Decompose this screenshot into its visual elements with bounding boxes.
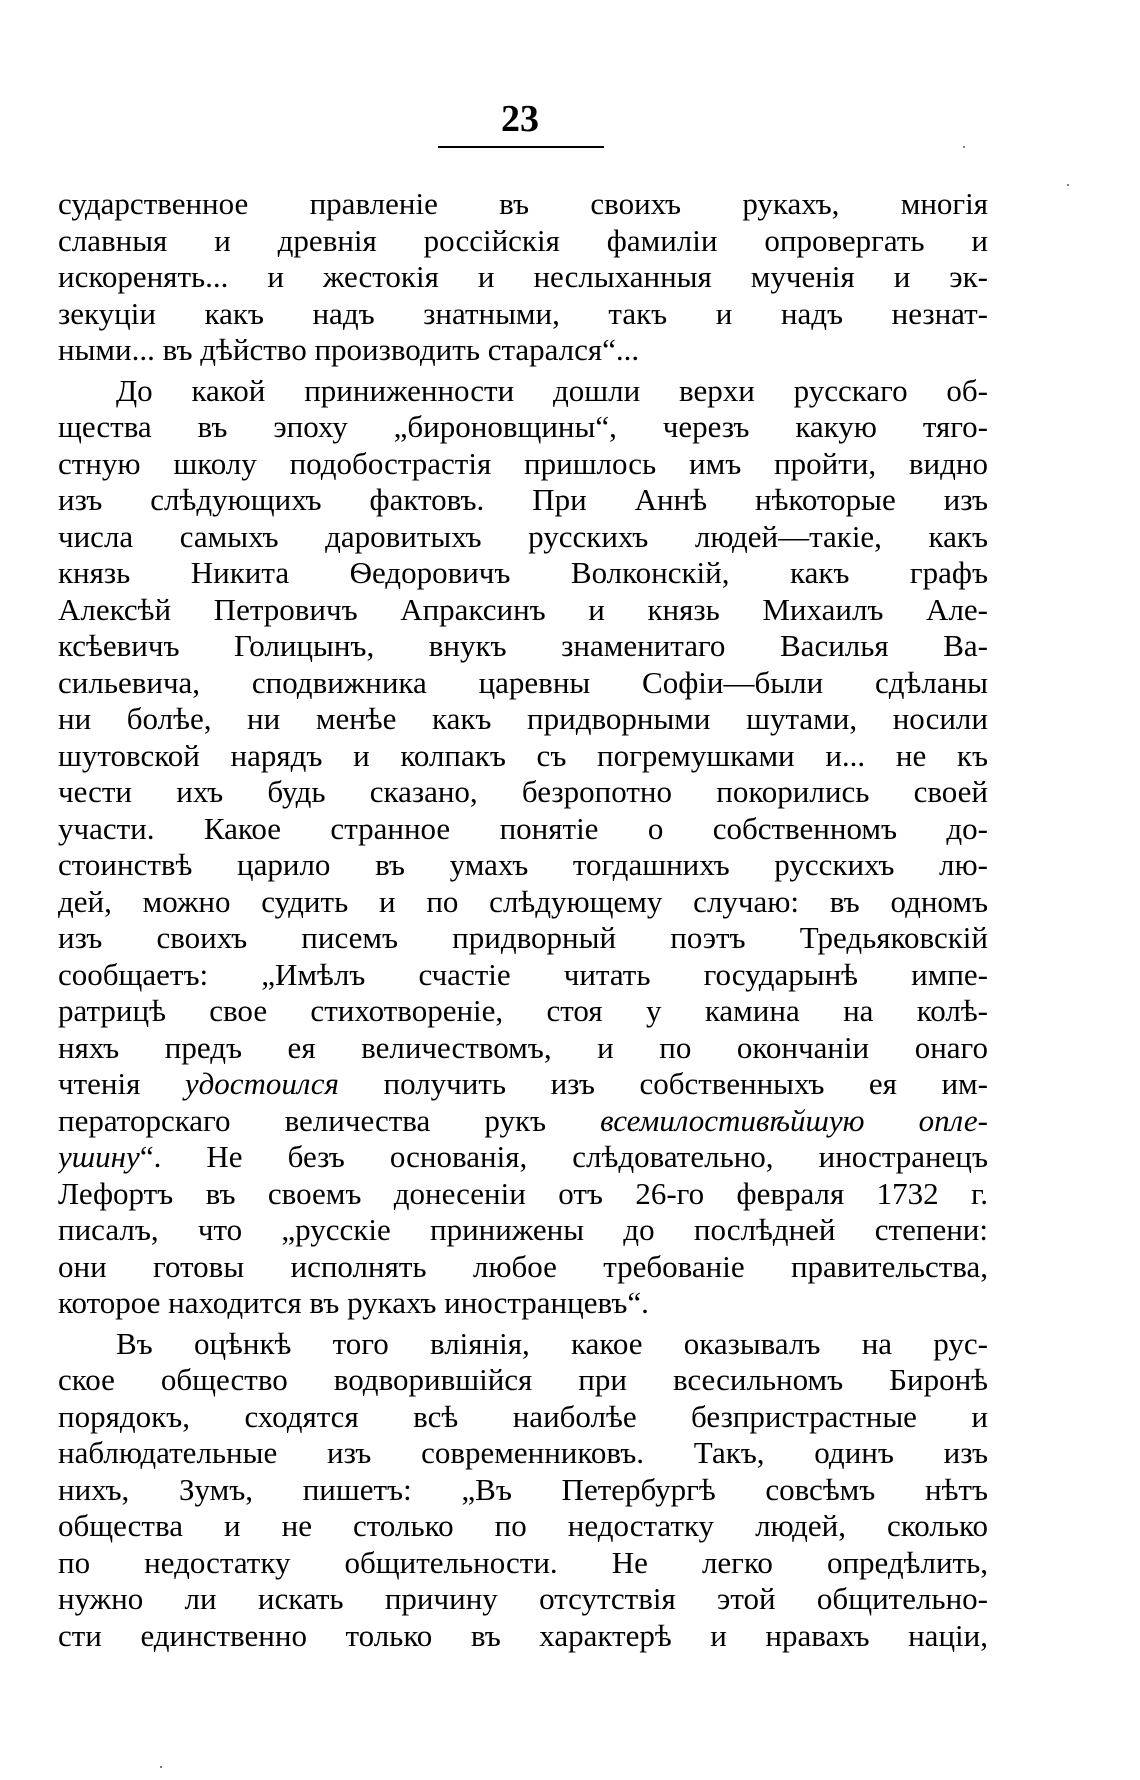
text-line: нихъ, Зумъ, пишетъ: „Въ Петербургѣ совсѣмъ нѣтъ [58, 1471, 988, 1507]
text-run: чтенія [58, 1066, 185, 1101]
text-line: щества въ эпоху „бироновщины“, черезъ какую тяго- [58, 409, 988, 444]
italic-text-run: удостоился [184, 1066, 339, 1101]
text-run: ператорскаго величества рукъ [58, 1102, 601, 1138]
text-line: порядокъ, сходятся всѣ наиболѣе безпристрастные и [58, 1398, 988, 1434]
text-line: общества и не столько по недостатку людей, сколько [58, 1508, 988, 1543]
text-line [58, 1103, 988, 1140]
paper-speck [160, 1766, 162, 1768]
body-text [58, 186, 988, 1654]
text-line: дей, можно судить и по слѣдующему случаю: въ одномъ [58, 883, 988, 919]
paragraph-first-line: Въ оцѣнкѣ того вліянія, какое оказывалъ на рус- [116, 1325, 988, 1361]
text-line: стную школу подобострастія пришлось имъ пройти, видно [58, 445, 988, 481]
text-run: получить изъ собственныхъ ея им- [338, 1066, 988, 1101]
text-line: ными... въ дѣйство производить старался“... [58, 332, 640, 367]
text-line: славныя и древнія россійскія фамиліи опровергать и [58, 222, 988, 258]
text-line: сударственное правленіе въ своихъ рукахъ, многія [58, 186, 988, 221]
text-line [58, 1066, 988, 1103]
text-line: изъ слѣдующихъ фактовъ. При Аннѣ нѣкоторые изъ [58, 482, 988, 517]
text-line: няхъ предъ ея величествомъ, и по окончаніи онаго [58, 1029, 988, 1065]
text-line: они готовы исполнять любое требованіе правительства, [58, 1248, 988, 1284]
text-line: Алексѣй Петровичъ Апраксинъ и князь Михаилъ Але- [58, 591, 988, 627]
text-line: которое находится въ рукахъ иностранцевъ“. [58, 1285, 649, 1320]
text-line: Лефортъ въ своемъ донесеніи отъ 26-го февраля 1732 г. [58, 1175, 988, 1211]
page-number-rule [438, 146, 604, 148]
text-line: изъ своихъ писемъ придворный поэтъ Тредьяковскій [58, 920, 988, 955]
italic-text-run: ушину [58, 1139, 140, 1174]
text-line: ское общество водворившійся при всесильномъ Биронѣ [58, 1362, 988, 1397]
text-line: зекуціи какъ надъ знатными, такъ и надъ незнат- [58, 295, 988, 331]
text-line: шутовской нарядъ и колпакъ съ погремушками и... не къ [58, 737, 988, 773]
paper-speck [1067, 184, 1069, 186]
page-number: 23 [501, 98, 539, 140]
text-line: нужно ли искать причину отсутствія этой общительно- [58, 1581, 988, 1616]
text-line: ратрицѣ свое стихотвореніе, стоя у камина на колѣ- [58, 993, 988, 1028]
text-line: участи. Какое странное понятіе о собственномъ до- [58, 810, 988, 846]
text-line: ни болѣе, ни менѣе какъ придворными шутами, носили [58, 701, 988, 736]
text-line: сти единственно только въ характерѣ и нравахъ націи, [58, 1617, 988, 1653]
paper-speck [963, 146, 965, 148]
text-line: князь Никита Ѳедоровичъ Волконскій, какъ графъ [58, 555, 988, 590]
text-line: искоренять... и жестокія и неслыханныя мученія и эк- [58, 259, 988, 294]
italic-text-run: всемилостивѣйшую опле- [600, 1102, 988, 1138]
text-run: “. Не безъ основанія, слѣдовательно, иностранецъ [139, 1139, 988, 1174]
text-line: по недостатку общительности. Не легко опредѣлить, [58, 1544, 988, 1580]
text-line: ксѣевичъ Голицынъ, внукъ знаменитаго Василья Ва- [58, 628, 988, 663]
text-line: числа самыхъ даровитыхъ русскихъ людей—такіе, какъ [58, 518, 988, 554]
text-line: чести ихъ будь сказано, безропотно покорились своей [58, 774, 988, 809]
text-line: стоинствѣ царило въ умахъ тогдашнихъ русскихъ лю- [58, 847, 988, 882]
text-line [58, 1139, 988, 1176]
text-line: сообщаетъ: „Имѣлъ счастіе читать государынѣ импе- [58, 956, 988, 992]
paragraph-first-line: До какой приниженности дошли верхи русскаго об- [116, 372, 988, 408]
text-line: наблюдательные изъ современниковъ. Такъ, одинъ изъ [58, 1435, 988, 1470]
text-line: сильевича, сподвижника царевны Софіи—были сдѣланы [58, 664, 988, 700]
text-line: писалъ, что „русскіе принижены до послѣдней степени: [58, 1212, 988, 1247]
